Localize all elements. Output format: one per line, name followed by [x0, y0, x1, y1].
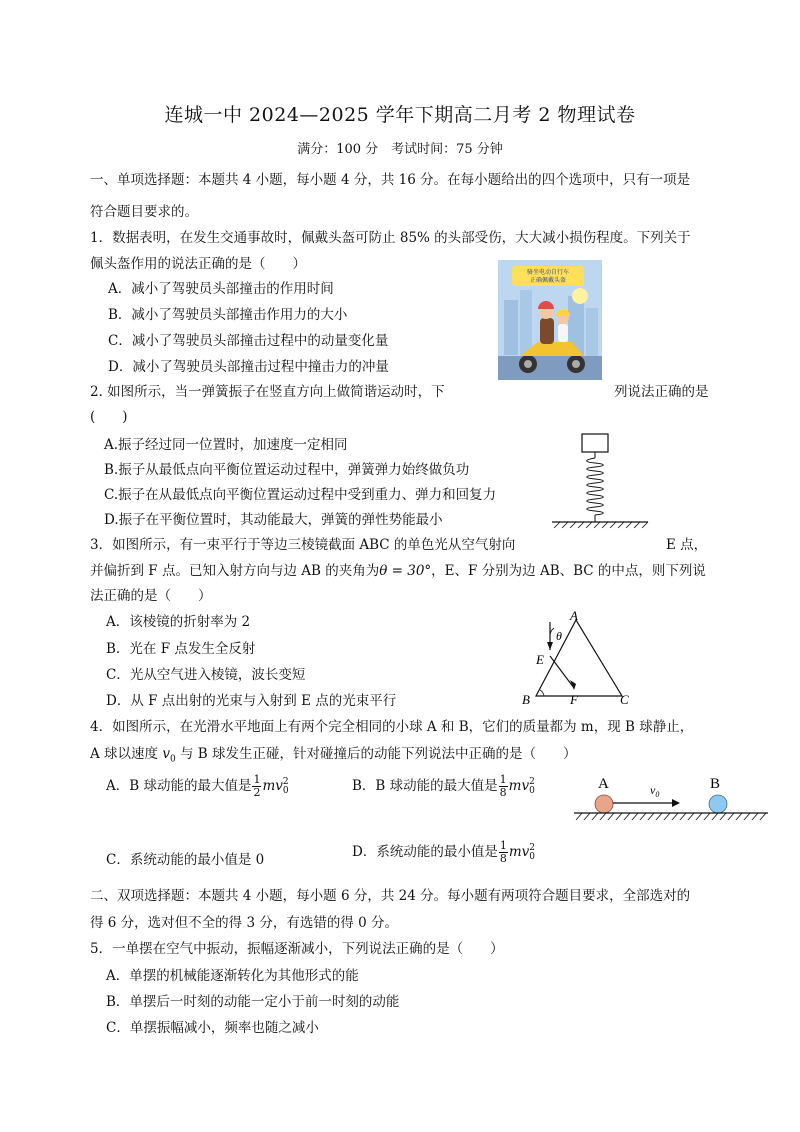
label-theta: θ	[556, 629, 562, 643]
q2-option-d: D.振子在平衡位置时，其动能最大，弹簧的弹性势能最小	[104, 512, 443, 528]
svg-text:正确佩戴头盔: 正确佩戴头盔	[529, 277, 567, 284]
q1-stem-line1: 1．数据表明，在发生交通事故时，佩戴头盔可防止 85% 的头部受伤，大大减小损伤程度。下列关于	[90, 230, 691, 246]
q4-option-b: B．B 球动能的最大值是 $\frac{1}{8}$ mv 2 0	[352, 773, 535, 799]
q2-option-c: C.振子在从最低点向平衡位置运动过程中受到重力、弹力和回复力	[104, 487, 497, 503]
label-f: F	[570, 692, 578, 707]
helmet-poster-image	[498, 260, 602, 380]
q2-option-a: A.振子经过同一位置时，加速度一定相同	[104, 437, 348, 453]
q5-option-c: C．单摆振幅减小，频率也随之减小	[106, 1020, 319, 1036]
page-title: 连城一中 2024—2025 学年下期高二月考 2 物理试卷	[164, 104, 636, 126]
q1-option-a: A．减小了驾驶员头部撞击的作用时间	[108, 281, 334, 297]
section1-line1: 一、单项选择题：本题共 4 小题，每小题 4 分，共 16 分。在每小题给出的四个选项中，只有一项是	[90, 172, 691, 188]
svg-text:骑坐电动自行车: 骑坐电动自行车	[526, 269, 570, 276]
q3-stem-line2: 并偏折到 F 点。已知入射方向与边 AB 的夹角为θ = 30°，E、F 分别为边 AB、BC 的中点，则下列说	[90, 563, 706, 579]
q4-option-a: A．B 球动能的最大值是 $\frac{1}{2}$ mv 2 0	[106, 773, 289, 799]
v0-label: $v_0$	[650, 783, 660, 799]
q5-stem: 5．一单摆在空气中振动，振幅逐渐减小，下列说法正确的是（ ）	[90, 941, 504, 957]
ball-b	[709, 795, 727, 813]
label-e: E	[536, 652, 544, 667]
q5-option-b: B．单摆后一时刻的动能一定小于前一时刻的动能	[106, 994, 400, 1010]
q4-stem-line1: 4．如图所示，在光滑水平地面上有两个完全相同的小球 A 和 B，它们的质量都为 m，现 B 球静止，	[90, 719, 694, 735]
collision-figure	[572, 770, 772, 826]
q2-option-b: B.振子从最低点向平衡位置运动过程中，弹簧弹力始终做负功	[104, 462, 470, 478]
q2-stem-line1a: 2. 如图所示，当一弹簧振子在竖直方向上做简谐运动时，下	[90, 384, 445, 400]
label-b: B	[522, 692, 530, 707]
theta-equation: θ = 30°	[379, 563, 432, 579]
label-c: C	[620, 692, 629, 707]
section2-line1: 二、双项选择题：本题共 4 小题，每小题 6 分，共 24 分。每小题有两项符合题目要求，全部选对的	[90, 888, 691, 904]
section1-line2: 符合题目要求的。	[90, 204, 198, 220]
q3-option-b: B．光在 F 点发生全反射	[106, 641, 256, 657]
q2-stem-line2: ( )	[90, 409, 128, 425]
q3-stem-line3: 法正确的是（ ）	[90, 588, 212, 604]
prism-figure	[510, 608, 640, 708]
q4-option-c: C．系统动能的最小值是 0	[106, 852, 265, 868]
q3-stem-line1b: E 点，	[666, 537, 708, 553]
q1-stem-line2: 佩头盔作用的说法正确的是（ ）	[90, 256, 306, 272]
q5-option-a: A．单摆的机械能逐渐转化为其他形式的能	[106, 968, 359, 984]
q2-stem-line1b: 列说法正确的是	[614, 384, 709, 400]
q3-option-a: A．该棱镜的折射率为 2	[106, 614, 251, 630]
q3-stem-line1a: 3．如图所示，有一束平行于等边三棱镜截面 ABC 的单色光从空气射向	[90, 537, 516, 553]
label-a: A	[570, 608, 578, 623]
q4-stem-line2: A 球以速度 $v_0$ 与 B 球发生正碰，针对碰撞后的动能下列说法中正确的是（ ）	[90, 746, 577, 765]
q3-option-c: C．光从空气进入棱镜，波长变短	[106, 667, 306, 683]
q1-option-b: B．减小了驾驶员头部撞击作用力的大小	[108, 307, 348, 323]
ball-a	[595, 795, 613, 813]
exam-meta: 满分：100 分 考试时间：75 分钟	[297, 142, 503, 157]
q3-option-d: D．从 F 点出射的光束与入射到 E 点的光束平行	[106, 693, 397, 709]
q1-option-d: D．减小了驾驶员头部撞击过程中撞击力的冲量	[108, 359, 389, 375]
ball-a-label: A	[598, 776, 609, 792]
section2-line2: 得 6 分，选对但不全的得 3 分，有选错的得 0 分。	[90, 915, 399, 931]
q1-option-c: C．减小了驾驶员头部撞击过程中的动量变化量	[108, 333, 389, 349]
spring-oscillator-figure	[550, 430, 650, 530]
q4-option-d: D．系统动能的最小值是 $\frac{1}{8}$ mv 2 0	[352, 839, 535, 865]
ball-b-label: B	[710, 776, 721, 792]
